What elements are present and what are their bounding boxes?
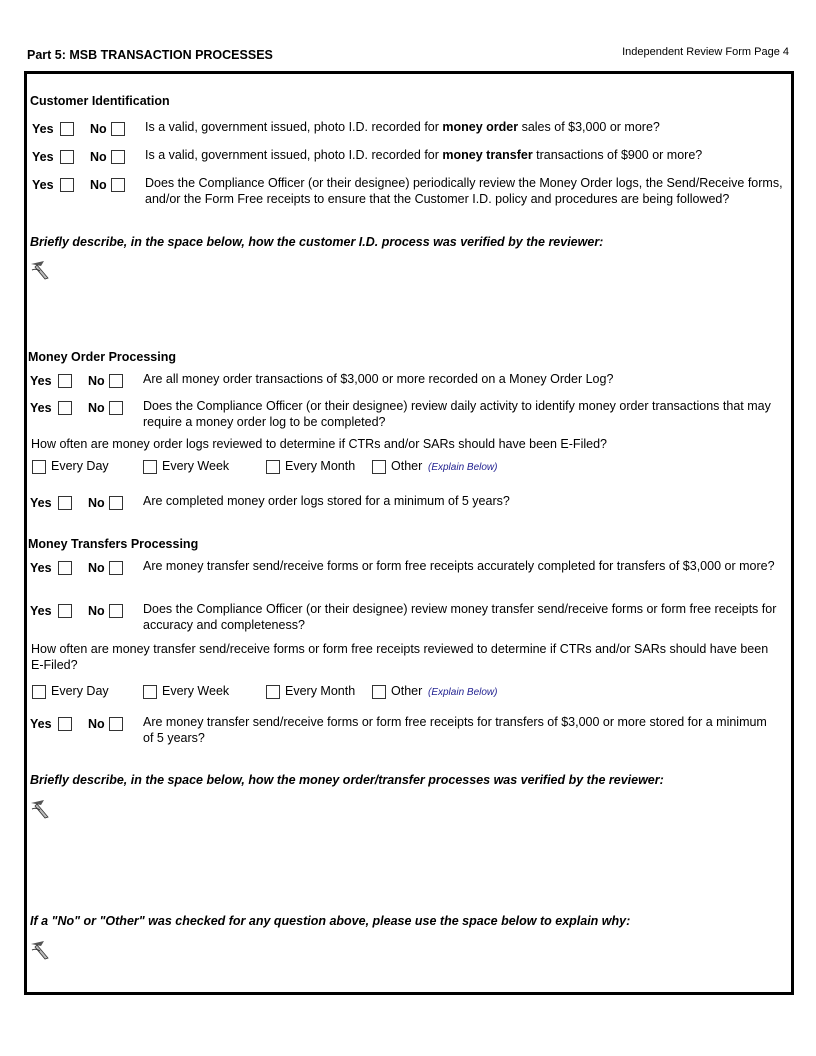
pen-icon[interactable] (28, 797, 52, 821)
mo-every-week-label: Every Week (162, 459, 230, 473)
yes-label: Yes (30, 496, 52, 510)
cid-q3-text: Does the Compliance Officer (or their designee) periodically review the Money Order logs, the Send/Receive forms, and/or the Form Free receipts to ensure that the Customer I.D. policy and procedures are being followed? (145, 176, 783, 206)
mo-every-day-label: Every Day (51, 459, 109, 473)
yes-label: Yes (30, 401, 52, 415)
mo-q2-text: Does the Compliance Officer (or their designee) review daily activity to identify money order transactions that may require a money order log to be completed? (143, 399, 771, 429)
mt-explain-note: (Explain Below) (428, 687, 498, 698)
no-label: No (90, 122, 107, 136)
mo-explain-note: (Explain Below) (428, 462, 498, 473)
explain-instruction: If a "No" or "Other" was checked for any question above, please use the space below to explain why: (30, 914, 631, 928)
cid-q2-no-checkbox[interactable] (111, 150, 125, 164)
no-label: No (88, 374, 105, 388)
mt-q2-text: Does the Compliance Officer (or their designee) review money transfer send/receive forms or form free receipts for accuracy and completeness? (143, 602, 777, 632)
explain-answer-area[interactable] (50, 940, 780, 984)
pen-icon[interactable] (28, 938, 52, 962)
mt-q1-no-checkbox[interactable] (109, 561, 123, 575)
mt-q3-no-checkbox[interactable] (109, 717, 123, 731)
cid-q3-yes-checkbox[interactable] (60, 178, 74, 192)
mt-q1-yes-checkbox[interactable] (58, 561, 72, 575)
cid-q1-no-checkbox[interactable] (111, 122, 125, 136)
mt-every-day-label: Every Day (51, 684, 109, 698)
no-label: No (88, 604, 105, 618)
mo-every-month-checkbox[interactable] (266, 460, 280, 474)
mo-frequency-question: How often are money order logs reviewed to determine if CTRs and/or SARs should have been E-Filed? (31, 437, 607, 451)
mt-every-month-checkbox[interactable] (266, 685, 280, 699)
mt-other-label: Other (391, 684, 423, 698)
mt-q2-yes-checkbox[interactable] (58, 604, 72, 618)
mo-other-checkbox[interactable] (372, 460, 386, 474)
mo-q1-yes-checkbox[interactable] (58, 374, 72, 388)
yes-label: Yes (30, 374, 52, 388)
yes-label: Yes (32, 122, 54, 136)
mo-other-label: Other (391, 459, 423, 473)
part-title: Part 5: MSB TRANSACTION PROCESSES (27, 48, 273, 62)
cid-q1-text-bold: money order (442, 120, 519, 134)
mt-q3-yes-checkbox[interactable] (58, 717, 72, 731)
yes-label: Yes (32, 150, 54, 164)
cid-q1-text-a: Is a valid, government issued, photo I.D. recorded for (145, 120, 443, 134)
cid-q3-no-checkbox[interactable] (111, 178, 125, 192)
cid-q1-text-b: sales of $3,000 or more? (518, 120, 660, 134)
yes-label: Yes (32, 178, 54, 192)
mo-q2-yes-checkbox[interactable] (58, 401, 72, 415)
mo-every-month-label: Every Month (285, 459, 356, 473)
mt-q1-text: Are money transfer send/receive forms or form free receipts accurately completed for transfers of $3,000 or more? (143, 559, 775, 573)
no-label: No (90, 178, 107, 192)
cid-q1-yes-checkbox[interactable] (60, 122, 74, 136)
mo-every-week-checkbox[interactable] (143, 460, 157, 474)
cid-q2-yes-checkbox[interactable] (60, 150, 74, 164)
mt-other-checkbox[interactable] (372, 685, 386, 699)
mo-q2-no-checkbox[interactable] (109, 401, 123, 415)
money-order-title: Money Order Processing (28, 350, 176, 364)
mo-q3-yes-checkbox[interactable] (58, 496, 72, 510)
cid-q1-text (145, 119, 785, 135)
mt-q2-no-checkbox[interactable] (109, 604, 123, 618)
pen-icon[interactable] (28, 258, 52, 282)
customer-id-title: Customer Identification (30, 94, 170, 108)
mo-q1-text: Are all money order transactions of $3,000 or more recorded on a Money Order Log? (143, 372, 614, 386)
mt-instruction: Briefly describe, in the space below, how the money order/transfer processes was verified by the reviewer: (30, 773, 664, 787)
mt-answer-area[interactable] (50, 800, 780, 900)
page-label: Independent Review Form Page 4 (622, 46, 789, 58)
cid-q2-text-bold: money transfer (442, 148, 533, 162)
mo-q3-no-checkbox[interactable] (109, 496, 123, 510)
mt-every-week-checkbox[interactable] (143, 685, 157, 699)
cid-q2-text-a: Is a valid, government issued, photo I.D. recorded for (145, 148, 443, 162)
no-label: No (88, 401, 105, 415)
mt-every-month-label: Every Month (285, 684, 356, 698)
yes-label: Yes (30, 717, 52, 731)
mo-q1-no-checkbox[interactable] (109, 374, 123, 388)
money-transfer-title: Money Transfers Processing (28, 537, 199, 551)
mt-every-day-checkbox[interactable] (32, 685, 46, 699)
cid-answer-area[interactable] (50, 262, 780, 342)
cid-q2-text-b: transactions of $900 or more? (532, 148, 703, 162)
cid-instruction: Briefly describe, in the space below, how the customer I.D. process was verified by the reviewer: (30, 235, 604, 249)
no-label: No (90, 150, 107, 164)
no-label: No (88, 496, 105, 510)
cid-q2-text (145, 147, 785, 163)
yes-label: Yes (30, 604, 52, 618)
mt-every-week-label: Every Week (162, 684, 230, 698)
mt-frequency-question: How often are money transfer send/receive forms or form free receipts reviewed to determine if CTRs and/or SARs should have been E-Filed? (31, 642, 769, 672)
mo-every-day-checkbox[interactable] (32, 460, 46, 474)
mo-q3-text: Are completed money order logs stored for a minimum of 5 years? (143, 494, 510, 508)
no-label: No (88, 717, 105, 731)
mt-q3-text: Are money transfer send/receive forms or form free receipts for transfers of $3,000 or more stored for a minimum of 5 years? (143, 715, 767, 745)
no-label: No (88, 561, 105, 575)
yes-label: Yes (30, 561, 52, 575)
